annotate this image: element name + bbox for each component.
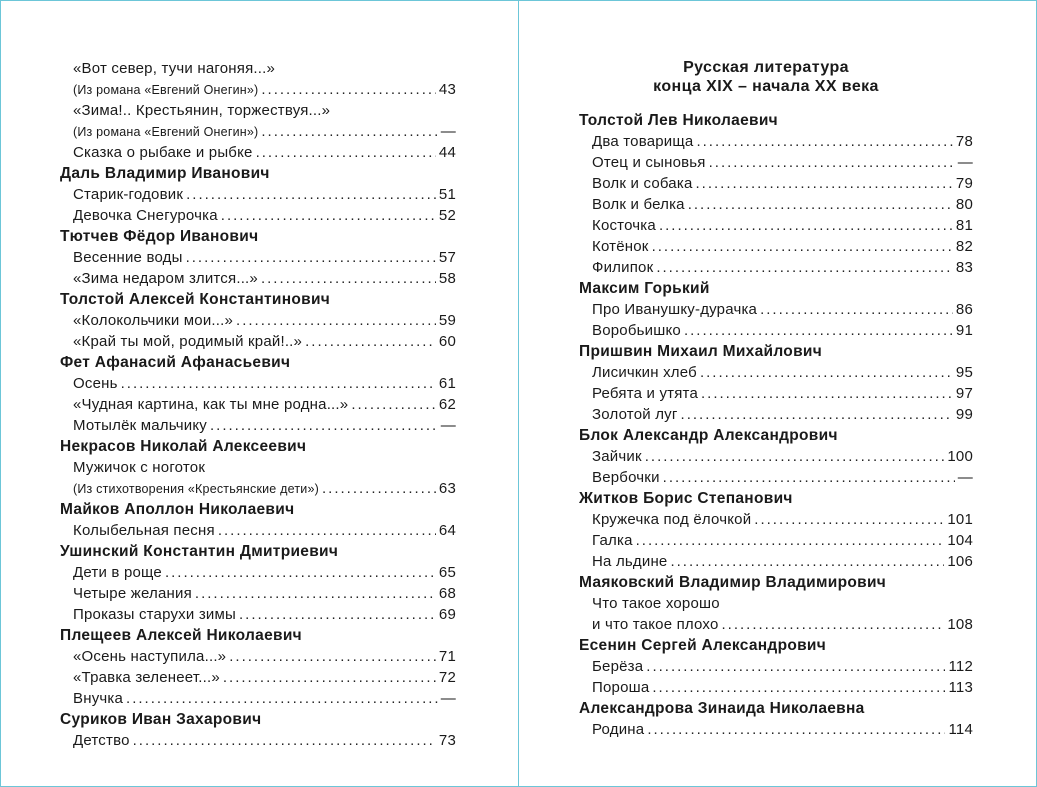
dot-leader bbox=[681, 404, 953, 425]
entry-title: Ребята и утята bbox=[592, 385, 698, 402]
dot-leader bbox=[722, 614, 945, 635]
toc-author: Даль Владимир Иванович bbox=[60, 165, 270, 182]
entry-title: Проказы старухи зимы bbox=[73, 606, 236, 623]
page-number: 63 bbox=[438, 480, 456, 497]
page-number: 104 bbox=[947, 532, 973, 549]
entry-line bbox=[592, 719, 973, 740]
page-number: 80 bbox=[955, 196, 973, 213]
entry-title: Про Иванушку-дурачка bbox=[592, 301, 758, 318]
toc-entry bbox=[60, 58, 456, 100]
dot-leader bbox=[133, 730, 436, 751]
toc-entry bbox=[60, 457, 456, 499]
page-number: 61 bbox=[438, 375, 456, 392]
toc-entry bbox=[579, 173, 973, 194]
entry-line bbox=[73, 184, 456, 205]
entry-title: Девочка Снегурочка bbox=[73, 207, 218, 224]
entry-title: Весенние воды bbox=[73, 249, 183, 266]
entry-line bbox=[73, 583, 456, 604]
entry-title: Галка bbox=[592, 532, 633, 549]
page-number: 59 bbox=[438, 312, 456, 329]
entry-title: Волк и белка bbox=[592, 196, 685, 213]
toc-author: Пришвин Михаил Михайлович bbox=[579, 343, 823, 360]
entry-title: «Край ты мой, родимый край!..» bbox=[73, 333, 303, 350]
entry-title: Осень bbox=[73, 375, 118, 392]
toc-entry bbox=[579, 404, 973, 425]
entry-title: Пороша bbox=[592, 679, 650, 696]
page-number: 68 bbox=[438, 585, 456, 602]
entry-line bbox=[73, 520, 456, 541]
page-number: 91 bbox=[955, 322, 973, 339]
entry-line bbox=[592, 299, 973, 320]
toc-entry bbox=[579, 257, 973, 278]
dot-leader bbox=[305, 331, 436, 352]
toc-entry bbox=[579, 446, 973, 467]
book-spine bbox=[518, 0, 519, 787]
dot-leader bbox=[636, 530, 945, 551]
entry-line bbox=[592, 446, 973, 467]
page-number: 100 bbox=[947, 448, 973, 465]
toc-author: Ушинский Константин Дмитриевич bbox=[60, 543, 339, 560]
entry-line bbox=[592, 467, 973, 488]
page-number: 83 bbox=[955, 259, 973, 276]
entry-line bbox=[592, 677, 973, 698]
toc-entry bbox=[579, 530, 973, 551]
toc-entry bbox=[579, 593, 973, 635]
toc-entry bbox=[579, 215, 973, 236]
toc-entry bbox=[579, 320, 973, 341]
toc-entry bbox=[579, 194, 973, 215]
dot-leader bbox=[210, 415, 438, 436]
toc-author: Толстой Лев Николаевич bbox=[579, 112, 778, 129]
toc-entry bbox=[579, 383, 973, 404]
toc-entry bbox=[60, 184, 456, 205]
page-number: 101 bbox=[947, 511, 973, 528]
entry-line bbox=[592, 215, 973, 236]
page-number: 73 bbox=[438, 732, 456, 749]
entry-title: Колыбельная песня bbox=[73, 522, 215, 539]
page-number: 57 bbox=[438, 249, 456, 266]
dot-leader bbox=[223, 667, 436, 688]
toc-entry bbox=[60, 394, 456, 415]
dot-leader bbox=[659, 215, 953, 236]
toc-author: Плещеев Алексей Николаевич bbox=[60, 627, 302, 644]
entry-title: «Чудная картина, как ты мне родна...» bbox=[73, 396, 349, 413]
dot-leader bbox=[221, 205, 436, 226]
page-number: 99 bbox=[955, 406, 973, 423]
toc-entry bbox=[579, 467, 973, 488]
entry-title: На льдине bbox=[592, 553, 668, 570]
toc-entry bbox=[579, 719, 973, 740]
page-number: 43 bbox=[438, 81, 456, 98]
page-number: 81 bbox=[955, 217, 973, 234]
entry-line bbox=[592, 173, 973, 194]
entry-title-cont: и что такое плохо bbox=[592, 616, 719, 633]
toc-entry bbox=[579, 551, 973, 572]
toc-author: Житков Борис Степанович bbox=[579, 490, 793, 507]
entry-line bbox=[73, 205, 456, 226]
page-number: 60 bbox=[438, 333, 456, 350]
entry-title: Старик-годовик bbox=[73, 186, 184, 203]
entry-title: «Осень наступила...» bbox=[73, 648, 227, 665]
toc-author: Некрасов Николай Алексеевич bbox=[60, 438, 307, 455]
left-page bbox=[60, 58, 456, 751]
dot-leader bbox=[684, 320, 953, 341]
toc-author: Суриков Иван Захарович bbox=[60, 711, 262, 728]
dot-leader bbox=[261, 79, 436, 100]
page-number: 113 bbox=[948, 679, 973, 696]
toc-entry bbox=[60, 373, 456, 394]
toc-entry bbox=[579, 131, 973, 152]
entry-line bbox=[592, 152, 973, 173]
page-number: 52 bbox=[438, 207, 456, 224]
entry-line bbox=[73, 331, 456, 352]
toc-entry bbox=[60, 688, 456, 709]
dot-leader bbox=[688, 194, 953, 215]
entry-title: Отец и сыновья bbox=[592, 154, 706, 171]
entry-line bbox=[73, 688, 456, 709]
entry-line bbox=[592, 257, 973, 278]
page-number: 64 bbox=[438, 522, 456, 539]
entry-title: Котёнок bbox=[592, 238, 649, 255]
dot-leader bbox=[696, 131, 952, 152]
dot-leader bbox=[126, 688, 438, 709]
toc-entry bbox=[60, 310, 456, 331]
entry-title: Косточка bbox=[592, 217, 656, 234]
page-number: 114 bbox=[948, 721, 973, 738]
toc-author: Толстой Алексей Константинович bbox=[60, 291, 331, 308]
dot-leader bbox=[663, 467, 955, 488]
entry-title: Кружечка под ёлочкой bbox=[592, 511, 752, 528]
page-number: — bbox=[440, 690, 456, 707]
page-number: 86 bbox=[955, 301, 973, 318]
toc-entry bbox=[60, 646, 456, 667]
section-title-line-1: Русская литература bbox=[683, 59, 849, 76]
page-number: 108 bbox=[947, 616, 973, 633]
toc-entry bbox=[60, 730, 456, 751]
toc-author: Фет Афанасий Афанасьевич bbox=[60, 354, 291, 371]
dot-leader bbox=[261, 121, 437, 142]
dot-leader bbox=[261, 268, 436, 289]
entry-subtitle: (Из романа «Евгений Онегин») bbox=[73, 83, 259, 97]
entry-title: Два товарища bbox=[592, 133, 694, 150]
entry-line bbox=[592, 509, 973, 530]
entry-title: Родина bbox=[592, 721, 645, 738]
toc-entry bbox=[60, 331, 456, 352]
toc-author: Есенин Сергей Александрович bbox=[579, 637, 827, 654]
entry-line bbox=[592, 194, 973, 215]
dot-leader bbox=[646, 656, 945, 677]
page-number: 97 bbox=[955, 385, 973, 402]
right-page bbox=[579, 58, 973, 740]
toc-list-right bbox=[579, 110, 973, 740]
entry-title: Сказка о рыбаке и рыбке bbox=[73, 144, 253, 161]
dot-leader bbox=[165, 562, 436, 583]
section-title-line-2: конца XIX – начала XX века bbox=[653, 78, 879, 95]
page-number: 44 bbox=[438, 144, 456, 161]
entry-title: «Зима недаром злится...» bbox=[73, 270, 258, 287]
dot-leader bbox=[670, 551, 944, 572]
entry-title: Берёза bbox=[592, 658, 644, 675]
entry-title: Филипок bbox=[592, 259, 654, 276]
entry-title: «Травка зеленеет...» bbox=[73, 669, 220, 686]
entry-subtitle: (Из стихотворения «Крестьянские дети») bbox=[73, 482, 319, 496]
page-number: — bbox=[957, 469, 973, 486]
toc-author: Майков Аполлон Николаевич bbox=[60, 501, 295, 518]
entry-title: Четыре желания bbox=[73, 585, 192, 602]
entry-title: Вербочки bbox=[592, 469, 660, 486]
toc-entry bbox=[579, 362, 973, 383]
entry-line bbox=[73, 562, 456, 583]
page-number: 82 bbox=[955, 238, 973, 255]
toc-author: Маяковский Владимир Владимирович bbox=[579, 574, 887, 591]
entry-line bbox=[73, 415, 456, 436]
entry-line bbox=[73, 268, 456, 289]
page-number: 71 bbox=[438, 648, 456, 665]
dot-leader bbox=[700, 362, 953, 383]
entry-line bbox=[73, 646, 456, 667]
dot-leader bbox=[701, 383, 953, 404]
page-number: 51 bbox=[438, 186, 456, 203]
dot-leader bbox=[229, 646, 436, 667]
dot-leader bbox=[647, 719, 945, 740]
entry-line bbox=[592, 530, 973, 551]
dot-leader bbox=[652, 677, 945, 698]
page-number: 69 bbox=[438, 606, 456, 623]
toc-author: Александрова Зинаида Николаевна bbox=[579, 700, 865, 717]
dot-leader bbox=[239, 604, 436, 625]
page-number: 62 bbox=[438, 396, 456, 413]
page-number: 79 bbox=[955, 175, 973, 192]
toc-entry bbox=[579, 677, 973, 698]
page-number: — bbox=[440, 123, 456, 140]
entry-line bbox=[73, 310, 456, 331]
toc-entry bbox=[579, 656, 973, 677]
dot-leader bbox=[322, 478, 436, 499]
toc-author: Блок Александр Александрович bbox=[579, 427, 838, 444]
toc-entry bbox=[579, 152, 973, 173]
entry-title: «Зима!.. Крестьянин, торжествуя...» bbox=[73, 102, 331, 119]
toc-author: Тютчев Фёдор Иванович bbox=[60, 228, 259, 245]
toc-entry bbox=[579, 299, 973, 320]
page-number: — bbox=[440, 417, 456, 434]
dot-leader bbox=[351, 394, 436, 415]
toc-entry bbox=[60, 100, 456, 142]
toc-author: Максим Горький bbox=[579, 280, 710, 297]
entry-title: Волк и собака bbox=[592, 175, 693, 192]
entry-line bbox=[592, 383, 973, 404]
dot-leader bbox=[754, 509, 944, 530]
entry-title: «Вот север, тучи нагоняя...» bbox=[73, 60, 276, 77]
entry-title: Лисичкин хлеб bbox=[592, 364, 697, 381]
section-title bbox=[579, 58, 953, 96]
page-number: 58 bbox=[438, 270, 456, 287]
entry-line bbox=[592, 404, 973, 425]
page-number: 112 bbox=[948, 658, 973, 675]
dot-leader bbox=[652, 236, 953, 257]
entry-title: Дети в роще bbox=[73, 564, 162, 581]
toc-entry bbox=[60, 520, 456, 541]
entry-line bbox=[592, 236, 973, 257]
entry-title: Золотой луг bbox=[592, 406, 678, 423]
entry-line bbox=[73, 667, 456, 688]
toc-entry bbox=[60, 247, 456, 268]
dot-leader bbox=[256, 142, 436, 163]
dot-leader bbox=[186, 247, 436, 268]
page-number: 106 bbox=[947, 553, 973, 570]
entry-line bbox=[592, 614, 973, 635]
entry-title: Воробьишко bbox=[592, 322, 681, 339]
dot-leader bbox=[218, 520, 436, 541]
entry-line bbox=[592, 362, 973, 383]
entry-line bbox=[73, 394, 456, 415]
entry-title: Зайчик bbox=[592, 448, 642, 465]
toc-entry bbox=[60, 268, 456, 289]
dot-leader bbox=[656, 257, 953, 278]
page-number: 72 bbox=[438, 669, 456, 686]
dot-leader bbox=[236, 310, 436, 331]
entry-title: Детство bbox=[73, 732, 130, 749]
toc-entry bbox=[60, 205, 456, 226]
dot-leader bbox=[195, 583, 436, 604]
page-number: 95 bbox=[955, 364, 973, 381]
dot-leader bbox=[186, 184, 436, 205]
page-number: 65 bbox=[438, 564, 456, 581]
dot-leader bbox=[695, 173, 952, 194]
page-number: 78 bbox=[955, 133, 973, 150]
entry-title: «Колокольчики мои...» bbox=[73, 312, 234, 329]
entry-title: Мужичок с ноготок bbox=[73, 459, 206, 476]
entry-title: Мотылёк мальчику bbox=[73, 417, 207, 434]
entry-line bbox=[73, 121, 456, 142]
toc-entry bbox=[579, 509, 973, 530]
dot-leader bbox=[709, 152, 955, 173]
toc-entry bbox=[579, 236, 973, 257]
toc-entry bbox=[60, 415, 456, 436]
entry-line bbox=[73, 373, 456, 394]
toc-entry bbox=[60, 667, 456, 688]
entry-title: Что такое хорошо bbox=[592, 595, 720, 612]
toc-list-left bbox=[60, 58, 456, 751]
entry-line bbox=[73, 79, 456, 100]
toc-entry bbox=[60, 142, 456, 163]
toc-entry bbox=[60, 562, 456, 583]
entry-line bbox=[73, 478, 456, 499]
entry-line bbox=[73, 604, 456, 625]
entry-line bbox=[73, 730, 456, 751]
entry-line bbox=[592, 656, 973, 677]
dot-leader bbox=[645, 446, 945, 467]
dot-leader bbox=[760, 299, 953, 320]
entry-line bbox=[73, 142, 456, 163]
toc-entry bbox=[60, 604, 456, 625]
entry-subtitle: (Из романа «Евгений Онегин») bbox=[73, 125, 259, 139]
dot-leader bbox=[121, 373, 436, 394]
entry-line bbox=[592, 131, 973, 152]
page-number: — bbox=[957, 154, 973, 171]
entry-line bbox=[592, 551, 973, 572]
entry-line bbox=[73, 247, 456, 268]
toc-entry bbox=[60, 583, 456, 604]
entry-title: Внучка bbox=[73, 690, 124, 707]
entry-line bbox=[592, 320, 973, 341]
